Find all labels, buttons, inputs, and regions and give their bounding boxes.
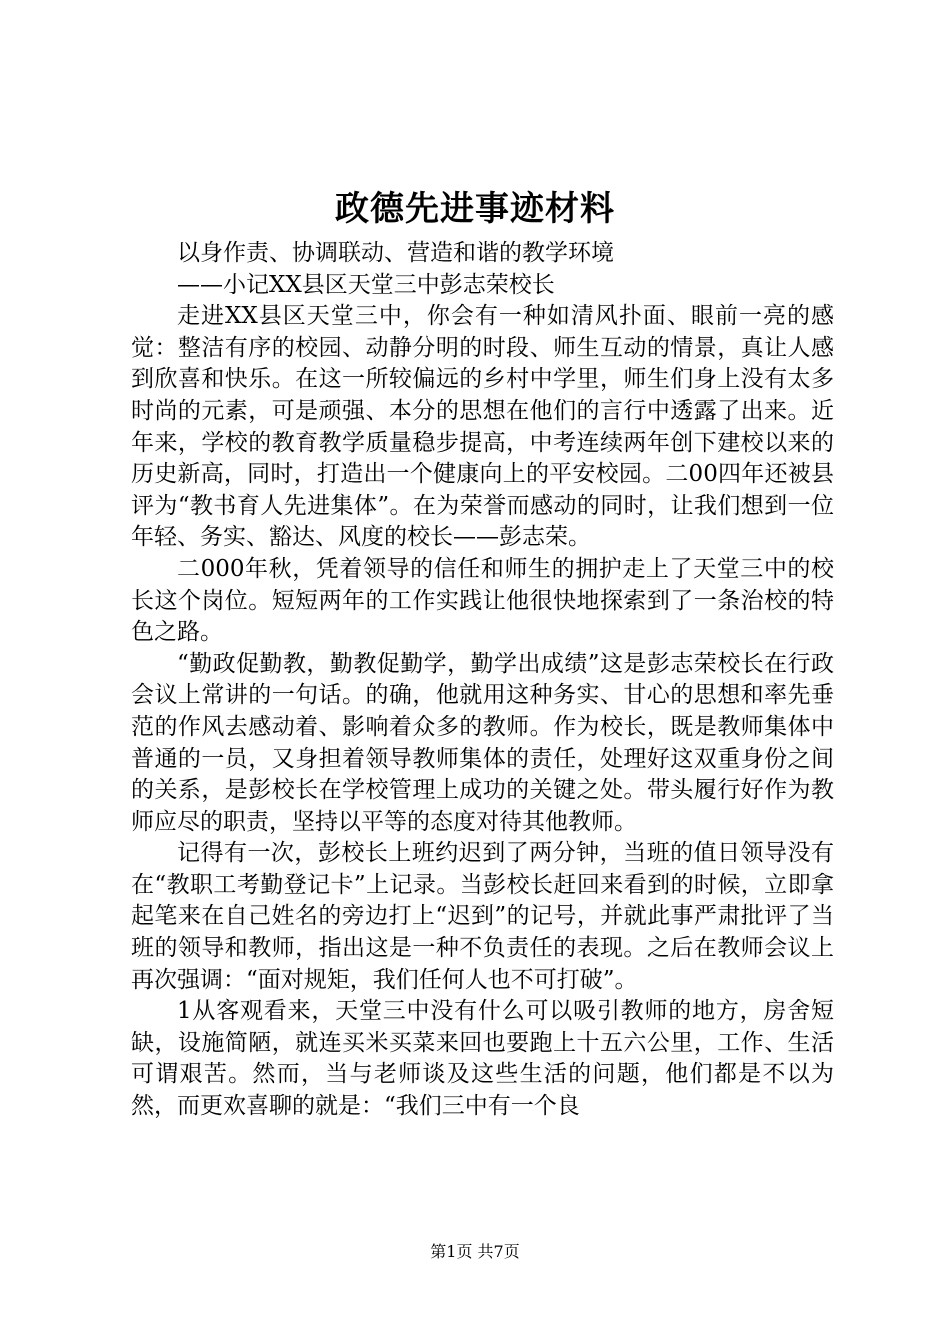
paragraph-5: 1从客观看来，天堂三中没有什么可以吸引教师的地方，房舍短缺，设施简陋，就连买米买菜来回也要跑上十五六公里，工作、生活可谓艰苦。然而，当与老师谈及这些生活的问题，他们都是不以为然，而更欢喜聊的就是：“我们三中有一个良 <box>131 998 834 1120</box>
paragraph-3: “勤政促勤教，勤教促勤学，勤学出成绩”这是彭志荣校长在行政会议上常讲的一句话。的确，他就用这种务实、甘心的思想和率先垂范的作风去感动着、影响着众多的教师。作为校长，既是教师集体中普通的一员，又身担着领导教师集体的责任，处理好这双重身份之间的关系，是彭校长在学校管理上成功的关键之处。带头履行好作为教师应尽的职责，坚持以平等的态度对待其他教师。 <box>131 650 834 835</box>
paragraph-1: 走进XX县区天堂三中，你会有一种如清风扑面、眼前一亮的感觉：整洁有序的校园、动静分明的时段、师生互动的情景，真让人感到欣喜和快乐。在这一所较偏远的乡村中学里，师生们身上没有太多时尚的元素，可是顽强、本分的思想在他们的言行中透露了出来。近年来，学校的教育教学质量稳步提高，中考连续两年创下建校以来的历史新高，同时，打造出一个健康向上的平安校园。二00四年还被县评为“教书育人先进集体”。在为荣誉而感动的同时，让我们想到一位年轻、务实、豁达、风度的校长——彭志荣。 <box>131 303 834 551</box>
document-body <box>131 238 834 1123</box>
paragraph-2: 二000年秋，凭着领导的信任和师生的拥护走上了天堂三中的校长这个岗位。短短两年的工作实践让他很快地探索到了一条治校的特色之路。 <box>131 555 834 646</box>
document-subtitle: 以身作责、协调联动、营造和谐的教学环境 <box>177 240 614 266</box>
page-footer: 第1页 共7页 <box>430 1242 520 1261</box>
document-title: 政德先进事迹材料 <box>335 189 615 229</box>
paragraph-4: 记得有一次，彭校长上班约迟到了两分钟，当班的值日领导没有在“教职工考勤登记卡”上记录。当彭校长赶回来看到的时候，立即拿起笔来在自己姓名的旁边打上“迟到”的记号，并就此事严肃批评了当班的领导和教师，指出这是一种不负责任的表现。之后在教师会议上再次强调：“面对规矩，我们任何人也不可打破”。 <box>131 840 834 993</box>
document-byline: ——小记XX县区天堂三中彭志荣校长 <box>177 271 555 298</box>
